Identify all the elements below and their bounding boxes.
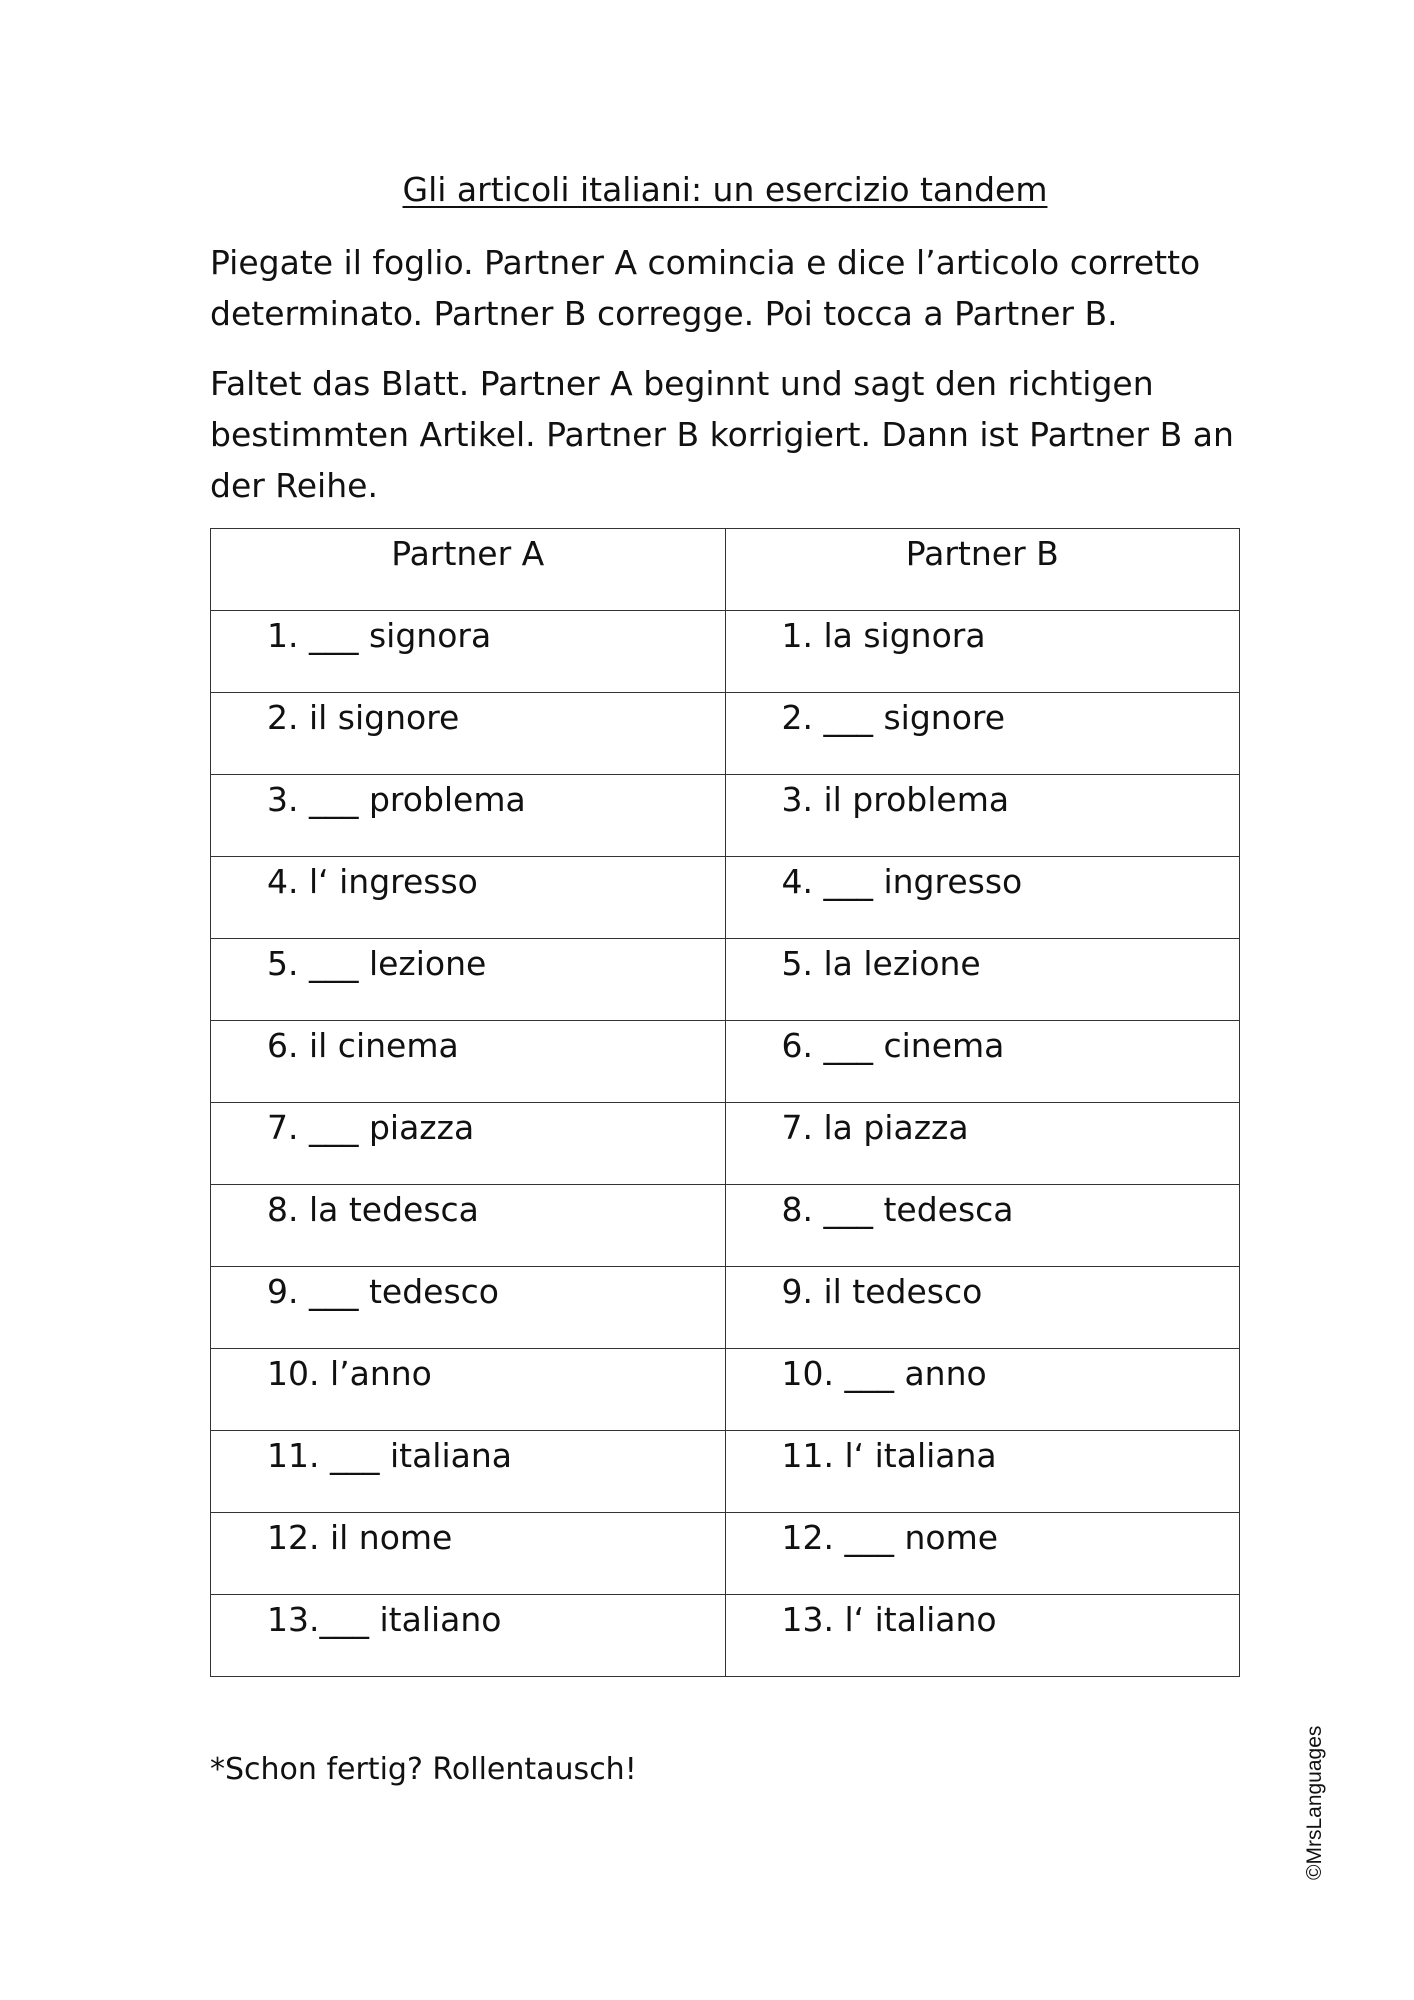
worksheet-title: Gli articoli italiani: un esercizio tandem xyxy=(402,170,1048,209)
copyright-notice: ©MrsLanguages xyxy=(1303,1725,1326,1880)
table-row xyxy=(211,1021,1240,1103)
partner-b-cell: 10. ___ anno xyxy=(725,1349,1240,1431)
table-row xyxy=(211,939,1240,1021)
partner-b-cell: 11. l‘ italiana xyxy=(725,1431,1240,1513)
partner-b-cell: 6. ___ cinema xyxy=(725,1021,1240,1103)
partner-a-cell: 4. l‘ ingresso xyxy=(211,857,726,939)
table-row xyxy=(211,1513,1240,1595)
table-row xyxy=(211,1595,1240,1677)
partner-b-cell: 12. ___ nome xyxy=(725,1513,1240,1595)
table-header-row xyxy=(211,529,1240,611)
table-row xyxy=(211,1103,1240,1185)
instructions-italian: Piegate il foglio. Partner A comincia e dice l’articolo corretto determinato. Partner B corregge. Poi tocca a Partner B. xyxy=(210,243,1201,333)
partner-a-cell: 11. ___ italiana xyxy=(211,1431,726,1513)
partner-b-cell: 4. ___ ingresso xyxy=(725,857,1240,939)
table-row xyxy=(211,1431,1240,1513)
partner-b-cell: 8. ___ tedesca xyxy=(725,1185,1240,1267)
table-row xyxy=(211,1185,1240,1267)
table-row xyxy=(211,1349,1240,1431)
partner-b-cell: 1. la signora xyxy=(725,611,1240,693)
table-row xyxy=(211,611,1240,693)
partner-b-cell: 9. il tedesco xyxy=(725,1267,1240,1349)
footer-note: *Schon fertig? Rollentausch! xyxy=(210,1752,637,1787)
partner-a-cell: 12. il nome xyxy=(211,1513,726,1595)
partner-b-cell: 7. la piazza xyxy=(725,1103,1240,1185)
partner-a-cell: 3. ___ problema xyxy=(211,775,726,857)
partner-b-cell: 13. l‘ italiano xyxy=(725,1595,1240,1677)
partner-a-cell: 7. ___ piazza xyxy=(211,1103,726,1185)
partner-a-cell: 13.___ italiano xyxy=(211,1595,726,1677)
table-row xyxy=(211,693,1240,775)
header-partner-a: Partner A xyxy=(211,529,726,611)
table-row xyxy=(211,775,1240,857)
partner-b-cell: 3. il problema xyxy=(725,775,1240,857)
table-row xyxy=(211,857,1240,939)
table-row xyxy=(211,1267,1240,1349)
partner-a-cell: 8. la tedesca xyxy=(211,1185,726,1267)
partner-a-cell: 1. ___ signora xyxy=(211,611,726,693)
partner-b-cell: 5. la lezione xyxy=(725,939,1240,1021)
partner-a-cell: 10. l’anno xyxy=(211,1349,726,1431)
tandem-table xyxy=(210,528,1240,1677)
partner-a-cell: 2. il signore xyxy=(211,693,726,775)
partner-a-cell: 5. ___ lezione xyxy=(211,939,726,1021)
header-partner-b: Partner B xyxy=(725,529,1240,611)
partner-b-cell: 2. ___ signore xyxy=(725,693,1240,775)
partner-a-cell: 9. ___ tedesco xyxy=(211,1267,726,1349)
instructions-german: Faltet das Blatt. Partner A beginnt und sagt den richtigen bestimmten Artikel. Partner B korrigiert. Dann ist Partner B an der Reihe. xyxy=(210,364,1234,505)
partner-a-cell: 6. il cinema xyxy=(211,1021,726,1103)
